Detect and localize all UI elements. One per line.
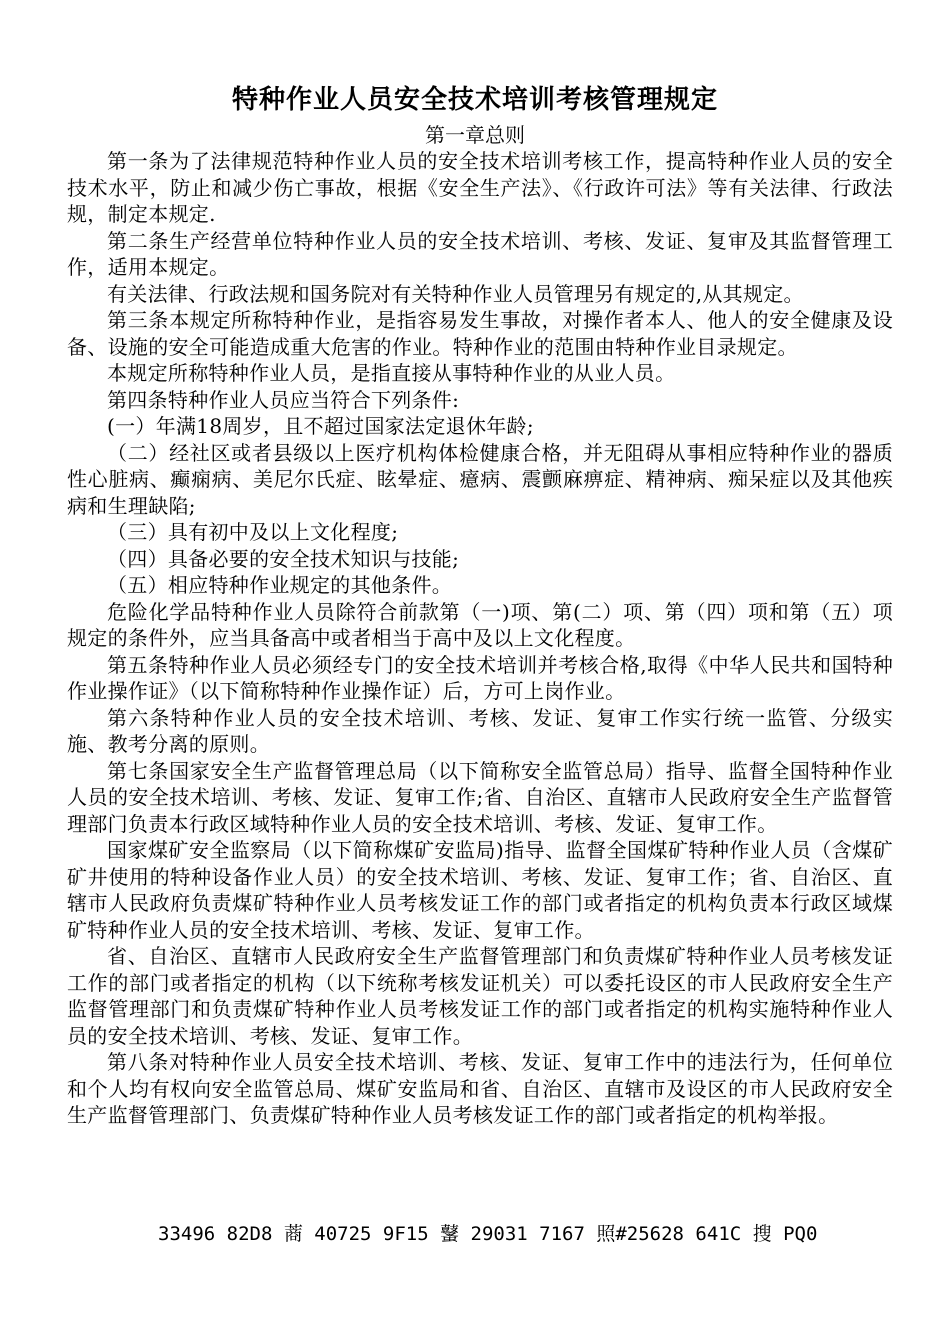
- list-item-condition-1: (一）年满18周岁，且不超过国家法定退休年龄;: [107, 414, 534, 438]
- paragraph-definition-personnel: 本规定所称特种作业人员，是指直接从事特种作业的从业人员。: [107, 361, 676, 385]
- paragraph-article-5: 第五条特种作业人员必须经专门的安全技术培训并考核合格,取得《中华人民共和国特种作业操作证》（以下简称特种作业操作证）后，方可上岗作业。: [67, 652, 893, 703]
- paragraph-article-8: 第八条对特种作业人员安全技术培训、考核、发证、复审工作中的违法行为，任何单位和个人均有权向安全监管总局、煤矿安监局和省、自治区、直辖市及设区的市人民政府安全生产监督管理部门、负责煤矿特种作业人员考核发证工作的部门或者指定的机构举报。: [67, 1050, 893, 1127]
- paragraph-hazardous-chemicals: 危险化学品特种作业人员除符合前款第（一)项、第(二）项、第（四）项和第（五）项规定的条件外，应当具备高中或者相当于高中及以上文化程度。: [67, 599, 893, 650]
- document-title: 特种作业人员安全技术培训考核管理规定: [231, 85, 718, 115]
- list-item-condition-5: （五）相应特种作业规定的其他条件。: [107, 573, 453, 597]
- paragraph-article-7: 第七条国家安全生产监督管理总局（以下简称安全监管总局）指导、监督全国特种作业人员的安全技术培训、考核、发证、复审工作;省、自治区、直辖市人民政府安全生产监督管理部门负责本行政区域特种作业人员的安全技术培训、考核、发证、复审工作。: [67, 758, 893, 836]
- paragraph-delegation: 省、自治区、直辖市人民政府安全生产监督管理部门和负责煤矿特种作业人员考核发证工作的部门或者指定的机构（以下统称考核发证机关）可以委托设区的市人民政府安全生产监督管理部门和负责煤矿特种作业人员考核发证工作的部门或者指定的机构实施特种作业人员的安全技术培训、考核、发证、复审工作。: [67, 944, 893, 1048]
- list-item-condition-3: （三）具有初中及以上文化程度;: [107, 520, 399, 544]
- paragraph-article-4: 第四条特种作业人员应当符合下列条件:: [107, 387, 460, 412]
- footer-code-line: 33496 82D8 蔏 40725 9F15 鼜 29031 7167 照#25628 641C 搜 PQ0: [158, 1223, 818, 1245]
- paragraph-article-3: 第三条本规定所称特种作业，是指容易发生事故，对操作者本人、他人的安全健康及设备、设施的安全可能造成重大危害的作业。特种作业的范围由特种作业目录规定。: [67, 308, 893, 359]
- paragraph-article-2: 第二条生产经营单位特种作业人员的安全技术培训、考核、发证、复审及其监督管理工作，适用本规定。: [67, 228, 893, 279]
- paragraph-article-1: 第一条为了法律规范特种作业人员的安全技术培训考核工作，提高特种作业人员的安全技术水平，防止和减少伤亡事故，根据《安全生产法》、《行政许可法》等有关法律、行政法规，制定本规定.: [67, 149, 893, 226]
- paragraph-article-6: 第六条特种作业人员的安全技术培训、考核、发证、复审工作实行统一监管、分级实施、教考分离的原则。: [67, 705, 893, 756]
- paragraph-coal-mine-bureau: 国家煤矿安全监察局（以下简称煤矿安监局)指导、监督全国煤矿特种作业人员（含煤矿矿井使用的特种设备作业人员）的安全技术培训、考核、发证、复审工作；省、自治区、直辖市人民政府负责煤矿特种作业人员考核发证工作的部门或者指定的机构负责本行政区域煤矿特种作业人员的安全技术培训、考核、发证、复审工作。: [67, 838, 893, 942]
- list-item-condition-2: （二）经社区或者县级以上医疗机构体检健康合格，并无阻碍从事相应特种作业的器质性心脏病、癫痫病、美尼尔氏症、眩晕症、癔病、震颤麻痹症、精神病、痴呆症以及其他疾病和生理缺陷;: [67, 440, 893, 518]
- document-body: [67, 148, 893, 1129]
- paragraph-other-regulations: 有关法律、行政法规和国务院对有关特种作业人员管理另有规定的,从其规定。: [107, 281, 804, 306]
- chapter-heading: 第一章总则: [425, 123, 525, 147]
- list-item-condition-4: （四）具备必要的安全技术知识与技能;: [107, 546, 460, 571]
